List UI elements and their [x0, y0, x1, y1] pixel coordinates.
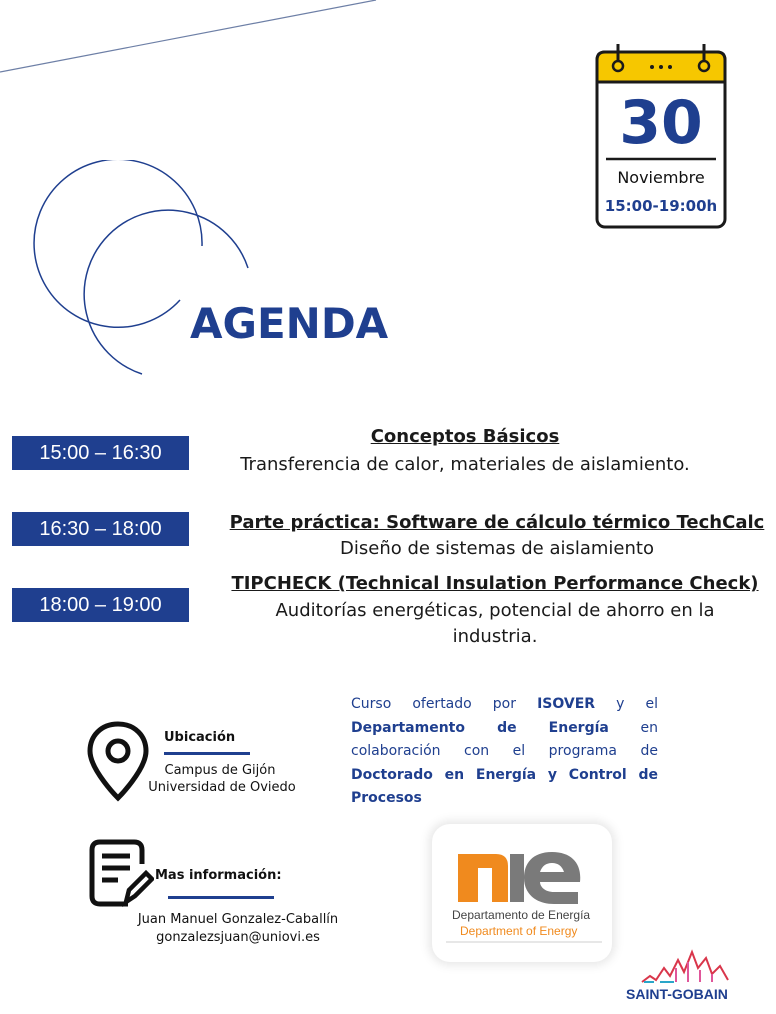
saint-gobain-logo	[640, 946, 736, 986]
contact-name: Juan Manuel Gonzalez-Caballín	[137, 912, 339, 927]
department-name-en: Department of Energy	[460, 924, 578, 938]
location-line-1: Campus de Gijón	[164, 763, 276, 778]
course-doctorate: Doctorado en Energía y Control de Procesos	[351, 766, 658, 806]
department-logo-mark	[432, 824, 612, 962]
location-line-2: Universidad de Oviedo	[148, 780, 296, 795]
course-text-2: y el	[595, 696, 658, 712]
course-text-1: Curso ofertado por	[351, 696, 538, 712]
calendar-widget	[594, 44, 728, 230]
more-info-underline	[168, 896, 274, 899]
agenda-title: AGENDA	[190, 299, 389, 348]
session-3-title: TIPCHECK (Technical Insulation Performance Check)	[231, 573, 759, 594]
contact-email: gonzalezsjuan@uniovi.es	[156, 930, 320, 945]
calendar-month: Noviembre	[617, 168, 705, 187]
calendar-day: 30	[619, 88, 703, 158]
session-1-time: 15:00 – 16:30	[12, 436, 189, 470]
course-text-3: en colaboración con el programa de	[351, 719, 658, 759]
calendar-time: 15:00-19:00h	[604, 197, 718, 215]
course-description	[351, 693, 658, 811]
location-underline	[164, 752, 250, 755]
session-2-description: Diseño de sistemas de aislamiento	[340, 538, 654, 559]
department-logo	[432, 824, 612, 962]
course-isover: ISOVER	[537, 696, 596, 712]
session-3-description-line2: industria.	[452, 626, 538, 647]
session-3-description-line1: Auditorías energéticas, potencial de ahorro en la	[275, 600, 715, 621]
location-heading: Ubicación	[164, 730, 236, 745]
session-3-time: 18:00 – 19:00	[12, 588, 189, 622]
session-1-description: Transferencia de calor, materiales de aislamiento.	[240, 454, 690, 475]
session-2-time: 16:30 – 18:00	[12, 512, 189, 546]
saint-gobain-name: SAINT-GOBAIN	[626, 986, 728, 1002]
document-edit-icon	[88, 838, 154, 910]
course-department: Departamento de Energía	[351, 719, 609, 736]
session-2-title: Parte práctica: Software de cálculo térmico TechCalc	[229, 512, 765, 533]
more-info-heading: Mas información:	[155, 868, 282, 883]
department-name-es: Departamento de Energía	[452, 908, 591, 922]
session-1-title: Conceptos Básicos	[370, 426, 560, 447]
decorative-top-line	[0, 0, 380, 80]
